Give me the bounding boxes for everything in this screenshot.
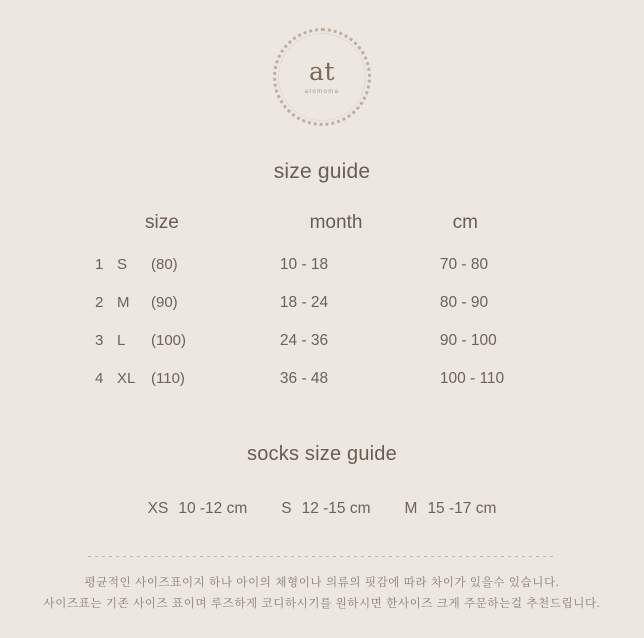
size-letter: L	[117, 332, 126, 349]
socks-item	[148, 500, 248, 518]
size-number: (110)	[151, 370, 185, 387]
column-header-month: month	[309, 212, 363, 233]
cell-cm: 70 - 80	[439, 256, 489, 273]
cell-size	[95, 294, 275, 311]
size-letter: M	[117, 294, 130, 311]
cell-cm: 80 - 90	[439, 294, 489, 311]
size-number: (100)	[151, 332, 187, 349]
row-index: 3	[95, 332, 104, 349]
logo-wordmark: at	[309, 57, 335, 86]
row-index: 1	[95, 256, 104, 273]
cell-cm: 100 - 110	[439, 370, 505, 387]
socks-label: S	[281, 500, 292, 517]
table-row	[95, 332, 553, 370]
socks-item	[405, 500, 497, 518]
table-header-row	[95, 212, 553, 256]
logo-subtext: atomoma	[304, 89, 340, 95]
socks-label: M	[404, 500, 418, 517]
column-header-size: size	[145, 212, 179, 233]
table-row	[95, 256, 553, 294]
divider	[88, 556, 556, 557]
table-row	[95, 370, 553, 408]
brand-logo	[0, 28, 644, 126]
socks-value: 10 -12 cm	[178, 500, 248, 517]
cell-month: 36 - 48	[279, 370, 329, 387]
socks-label: XS	[147, 500, 169, 517]
socks-value: 12 -15 cm	[301, 500, 371, 517]
size-table	[95, 212, 553, 408]
cell-month: 18 - 24	[279, 294, 329, 311]
cell-size	[95, 256, 275, 273]
row-index: 4	[95, 370, 104, 387]
cell-month: 10 - 18	[279, 256, 329, 273]
size-letter: S	[117, 256, 128, 273]
size-letter: XL	[117, 370, 136, 387]
size-number: (80)	[151, 256, 178, 273]
row-index: 2	[95, 294, 104, 311]
column-header-cm: cm	[452, 212, 478, 233]
socks-item	[281, 500, 370, 518]
size-number: (90)	[151, 294, 178, 311]
socks-size-guide-title: socks size guide	[247, 443, 397, 465]
size-guide-title: size guide	[273, 160, 371, 183]
cell-size	[95, 370, 275, 387]
logo-ring-inner-icon	[278, 33, 366, 121]
footnote-line: 사이즈표는 기존 사이즈 표이며 루즈하게 코디하시기를 원하시면 한사이즈 크게 주문하는걸 추천드립니다.	[43, 598, 601, 610]
logo-badge	[273, 28, 371, 126]
socks-value: 15 -17 cm	[427, 500, 497, 517]
socks-size-list	[0, 500, 644, 518]
footnotes	[0, 573, 644, 615]
cell-size	[95, 332, 275, 349]
cell-month: 24 - 36	[279, 332, 329, 349]
footnote-line: 평균적인 사이즈표이지 하나 아이의 체형이나 의류의 핏감에 따라 차이가 있을수 있습니다.	[84, 577, 560, 589]
cell-cm: 90 - 100	[439, 332, 497, 349]
table-row	[95, 294, 553, 332]
